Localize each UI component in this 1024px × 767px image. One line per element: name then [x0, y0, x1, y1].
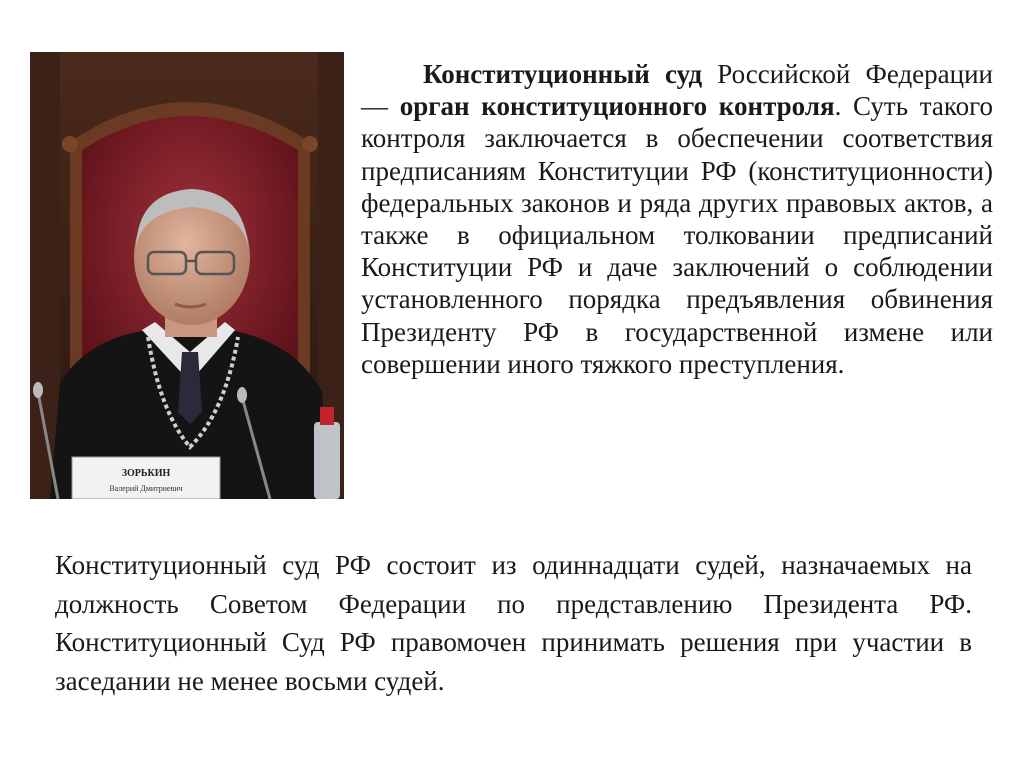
text-segment-1: Российской Федерации — [361, 59, 993, 122]
judge-photo-illustration [30, 52, 344, 499]
judge-photo [30, 52, 344, 499]
bold-term-court: Конституционный суд [423, 59, 703, 89]
text-segment-2: . Суть такого контроля заключается в обеспечении соответствия предписаниям Конституции РФ (конституционности) федеральных законов и ряда других правовых актов, а также в официальном толковании предписаний Конституции РФ и даче заключений о соблюдении установленного порядка предъявления обвинения Президенту РФ в государственной измене или совершении иного тяжкого преступления. [361, 91, 993, 379]
nameplate-surname: ЗОРЬКИН [121, 468, 171, 479]
bottom-paragraph: Конституционный суд РФ состоит из одиннадцати судей, назначаемых на должность Советом Федерации по представлению Президента РФ. Конституционный Суд РФ правомочен принимать решения при участии в заседании не менее восьми судей. [55, 550, 972, 696]
nameplate-name: Валерий Дмитриевич [109, 484, 183, 493]
bold-term-control-organ: орган конституционного контроля [399, 91, 835, 122]
top-paragraph [361, 58, 993, 380]
